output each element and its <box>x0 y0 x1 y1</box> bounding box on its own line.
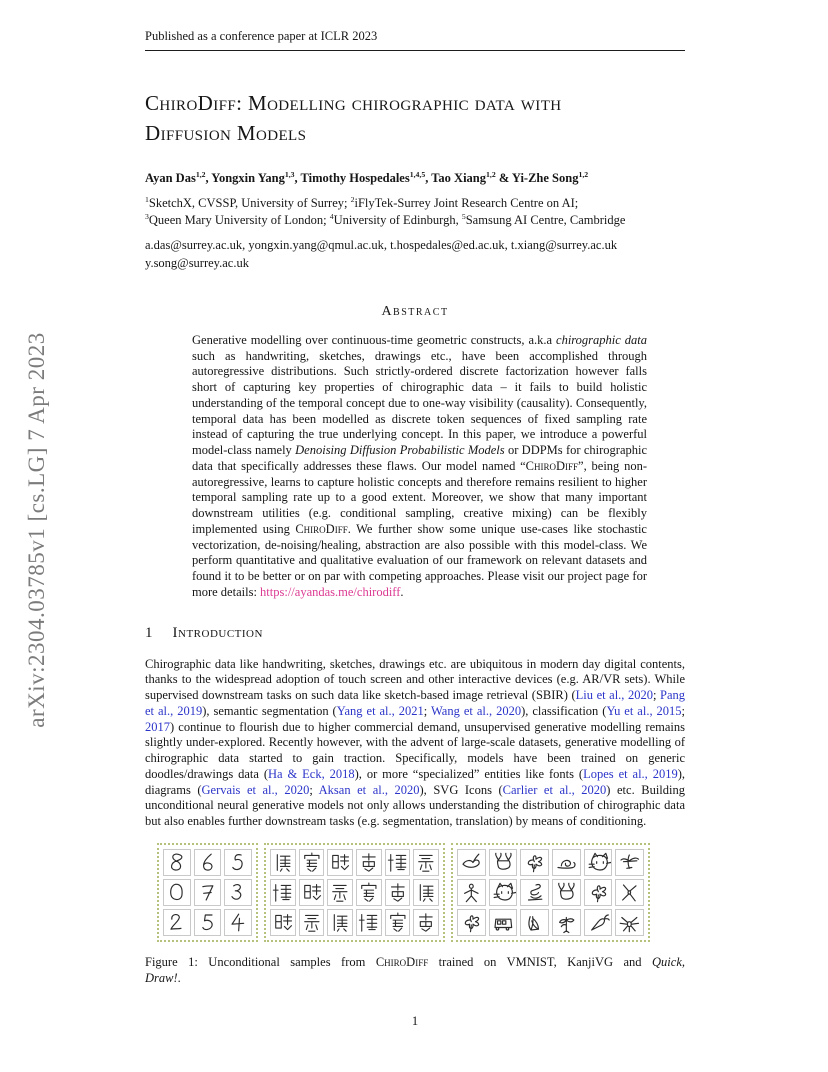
doodle-flower-icon <box>458 910 485 935</box>
text-segment: ), diagrams ( <box>145 766 686 797</box>
affiliation-line-1 <box>145 195 685 212</box>
text-segment: chirographic data <box>556 332 647 347</box>
sample-digit-0 <box>163 879 191 906</box>
doodle-plant-icon <box>553 910 580 935</box>
sample-bird <box>457 849 486 876</box>
sample-kanji-sample <box>327 909 353 936</box>
sample-dancer <box>615 879 644 906</box>
sample-kanji-sample <box>385 849 411 876</box>
text-segment: 1,2 <box>195 169 206 179</box>
sample-digit-3 <box>224 879 252 906</box>
citation-aksan-2020[interactable]: Aksan et al., 2020 <box>318 782 420 797</box>
doodle-flower-icon <box>521 850 548 875</box>
sample-doodle <box>520 879 549 906</box>
conference-header: Published as a conference paper at ICLR 2023 <box>145 29 378 43</box>
sample-digit-2 <box>163 909 191 936</box>
citation-ha-eck-2018[interactable]: Ha & Eck, 2018 <box>268 766 355 781</box>
sample-spider <box>615 909 644 936</box>
doodle-dragonfly-icon <box>616 850 643 875</box>
sample-carrot <box>584 909 613 936</box>
text-segment: ; <box>309 782 319 797</box>
kanji-4-icon <box>414 910 438 935</box>
digit-6-icon <box>195 850 221 875</box>
text-segment: ChiroDiff <box>525 458 579 473</box>
kanji-5-icon <box>357 910 381 935</box>
text-segment: ), SVG Icons ( <box>419 782 503 797</box>
kanji-1-icon <box>328 910 352 935</box>
text-segment: 1,2 <box>578 169 589 179</box>
author-emails <box>145 237 685 272</box>
kanji-3-icon <box>300 880 324 905</box>
section-title: Introduction <box>172 624 263 641</box>
sample-kanji-sample <box>270 879 296 906</box>
sample-digit-8 <box>163 849 191 876</box>
text-segment: Denoising Diffusion Probabilistic Models <box>295 443 505 458</box>
doodle-bird-icon <box>458 850 485 875</box>
citation-lopes-2019[interactable]: Lopes et al., 2019 <box>583 766 678 781</box>
kanji-5-icon <box>386 850 410 875</box>
affiliation-line-2 <box>145 212 685 229</box>
citation-wang-2020[interactable]: Wang et al., 2020 <box>431 703 522 718</box>
figure-panel-quick-draw <box>451 843 650 942</box>
sample-cat-face <box>584 849 613 876</box>
text-segment: Generative modelling over continuous-time geometric constructs, a.k.a <box>192 332 557 347</box>
text-segment: . <box>400 584 404 599</box>
digit-0-icon <box>164 880 190 905</box>
text-segment: Figure 1: Unconditional samples from <box>145 954 376 969</box>
sample-kanji-sample <box>270 849 296 876</box>
sample-kanji-sample <box>385 909 411 936</box>
kanji-4-icon <box>386 880 410 905</box>
digit-3-icon <box>225 880 251 905</box>
doodle-flower-icon <box>585 880 612 905</box>
paper-title <box>145 89 685 149</box>
doodle-cat-icon <box>585 850 612 875</box>
doodle-stick-figure-icon <box>458 880 485 905</box>
doodle-squiggle-icon <box>521 880 548 905</box>
text-segment: ChiroDiff <box>375 954 429 969</box>
text-segment: or DDPMs for chirographic data that specifically addresses these flaws. Our model named “ <box>192 443 648 473</box>
sample-kanji-sample <box>270 909 296 936</box>
introduction-paragraph <box>145 657 685 830</box>
sample-kanji-sample <box>327 849 353 876</box>
citation-carlier-2020[interactable]: Carlier et al., 2020 <box>502 782 607 797</box>
figure-1-caption <box>145 954 685 987</box>
text-segment: . <box>177 971 181 986</box>
text-segment: , Timothy Hospedales <box>294 170 410 185</box>
arxiv-stamp: arXiv:2304.03785v1 [cs.LG] 7 Apr 2023 <box>24 332 49 728</box>
sample-digit-7 <box>194 879 222 906</box>
figure-panel-kanjivg <box>264 843 445 942</box>
sample-kanji-sample <box>299 909 325 936</box>
sample-flower <box>584 879 613 906</box>
abstract-heading: Abstract <box>381 303 449 319</box>
text-segment: ), classification ( <box>521 703 607 718</box>
doodle-deer-icon <box>490 850 517 875</box>
text-segment: ; <box>681 703 686 718</box>
citation-yang-2021[interactable]: Yang et al., 2021 <box>336 703 424 718</box>
text-segment: Chirographic data like handwriting, sketches, drawings etc. are ubiquitous in modern day digital contents, thanks to the widespread adoption of touch screen and other interactive devices (e.g. AR/VR sets). While supervised downstream tasks on such data like sketch-based image retrieval (SBIR) ( <box>145 656 685 703</box>
paper-content-column <box>145 0 686 1028</box>
sample-crab <box>552 879 581 906</box>
sample-kanji-sample <box>385 879 411 906</box>
sample-dragonfly <box>615 849 644 876</box>
digit-5b-icon <box>195 910 221 935</box>
text-segment: 4 <box>329 211 334 221</box>
text-segment: ”, being non-autoregressive, learns to capture holistic concepts and therefore remains resilient to higher temporal sampling rate up to a good extent. Moreover, we show that many important downstream utilities (e.g. conditional sampling, creative mixing) can be flexibly implemented using <box>192 458 647 536</box>
doodle-dancer-icon <box>616 880 643 905</box>
project-page-link[interactable]: https://ayandas.me/chirodiff <box>260 584 401 599</box>
sample-bird-wing <box>520 909 549 936</box>
sample-kanji-sample <box>356 879 382 906</box>
page-number: 1 <box>411 1014 419 1028</box>
digit-2-icon <box>164 910 190 935</box>
sample-kanji-sample <box>413 909 439 936</box>
sample-kanji-sample <box>327 879 353 906</box>
citation-yu-2015[interactable]: Yu et al., 2015 <box>606 703 682 718</box>
text-segment: ), semantic segmentation ( <box>202 703 337 718</box>
text-segment: Samsung AI Centre, Cambridge <box>465 212 626 227</box>
text-segment: , Yongxin Yang <box>205 170 285 185</box>
digit-8-icon <box>164 850 190 875</box>
citation-gervais-2020[interactable]: Gervais et al., 2020 <box>201 782 310 797</box>
kanji-1-icon <box>414 880 438 905</box>
kanji-4-icon <box>357 850 381 875</box>
doodle-snail-icon <box>553 850 580 875</box>
text-segment: 1,2 <box>486 169 496 179</box>
section-number: 1 <box>145 624 153 641</box>
doodle-bus-icon <box>490 910 517 935</box>
figure-1-caption-line-2 <box>145 970 685 986</box>
text-segment: , Tao Xiang <box>425 170 486 185</box>
kanji-3-icon <box>271 910 295 935</box>
text-segment: ; <box>652 688 661 703</box>
doodle-deer-icon <box>553 880 580 905</box>
header-rule <box>145 50 685 51</box>
sample-plant <box>552 909 581 936</box>
kanji-5-icon <box>271 880 295 905</box>
kanji-1-icon <box>271 850 295 875</box>
sample-kanji-sample <box>356 909 382 936</box>
sample-kanji-sample <box>413 849 439 876</box>
citation-liu-2020[interactable]: Liu et al., 2020 <box>575 688 653 703</box>
figure-panel-vmnist <box>157 843 258 942</box>
doodle-spider-icon <box>616 910 643 935</box>
text-segment: 5 <box>461 211 466 221</box>
abstract-body <box>192 333 647 601</box>
text-segment: iFlyTek-Surrey Joint Research Centre on AI; <box>354 195 579 210</box>
kanji-3-icon <box>328 850 352 875</box>
kanji-2-icon <box>300 850 324 875</box>
digit-4-icon <box>225 910 251 935</box>
text-segment: & Yi-Zhe Song <box>495 170 579 185</box>
kanji-2-icon <box>357 880 381 905</box>
sample-digit-4 <box>224 909 252 936</box>
kanji-6-icon <box>328 880 352 905</box>
text-segment: trained on VMNIST, KanjiVG and <box>428 954 653 969</box>
kanji-6-icon <box>300 910 324 935</box>
sample-digit-5 <box>224 849 252 876</box>
text-segment: 1 <box>145 194 149 204</box>
digit-5-icon <box>225 850 251 875</box>
kanji-2-icon <box>386 910 410 935</box>
text-segment: ) continue to flourish due to higher commercial demand, unsupervised generative modelling remains slightly under-explored. Recently however, with the advent of large-scale datasets, generative modelling of chirographic data started to gain traction. Specifically, models have been trained on generic doodles/drawings data ( <box>145 719 685 781</box>
doodle-wing-icon <box>521 910 548 935</box>
sample-kanji-sample <box>299 849 325 876</box>
email-line-2: y.song@surrey.ac.uk <box>145 255 249 270</box>
sample-kanji-sample <box>413 879 439 906</box>
text-segment: 1,4,5 <box>409 169 426 179</box>
doodle-cat-icon <box>490 880 517 905</box>
citation-pang-2019[interactable]: Pang et al., 2019 <box>145 688 686 718</box>
sample-cat-face <box>489 879 518 906</box>
text-segment: ; <box>423 703 431 718</box>
section-1-heading <box>145 625 685 642</box>
digit-7-icon <box>195 880 221 905</box>
sample-flower <box>520 849 549 876</box>
sample-deer <box>489 849 518 876</box>
text-segment: Ayan Das <box>145 170 196 185</box>
text-segment: ChiroDiff <box>295 521 348 536</box>
paper-title-line-2: Diffusion Models <box>145 120 307 145</box>
email-line-1: a.das@surrey.ac.uk, yongxin.yang@qmul.ac.uk, t.hospedales@ed.ac.uk, t.xiang@surrey.ac.uk <box>145 238 618 253</box>
sample-bus <box>489 909 518 936</box>
text-segment: such as handwriting, sketches, drawings etc., have been accomplished through autoregressive distributions. Such strictly-ordered discrete factorization however falls short of capturing key properties of chirographic data – it fails to build holistic understanding of the temporal concept due to one-way visibility (causality). Consequently, temporal data has been modelled as discrete token sequences of fixed sampling rate instead of capturing the true underlying concept. In this paper, we introduce a powerful model-class namely <box>192 348 647 458</box>
sample-kanji-sample <box>356 849 382 876</box>
sample-kanji-sample <box>299 879 325 906</box>
sample-digit-6 <box>194 849 222 876</box>
figure-1 <box>145 843 685 942</box>
text-segment: Queen Mary University of London; <box>148 212 330 227</box>
figure-1-caption-line-1 <box>145 954 685 970</box>
sample-flower <box>457 909 486 936</box>
paper-title-line-1: ChiroDiff: Modelling chirographic data with <box>145 91 562 115</box>
doodle-carrot-icon <box>585 910 612 935</box>
sample-digit-5 <box>194 909 222 936</box>
citation-yu-2017[interactable]: 2017 <box>145 719 170 734</box>
text-segment: 2 <box>350 194 355 204</box>
sample-stick-figure <box>457 879 486 906</box>
text-segment: Draw! <box>145 971 178 986</box>
text-segment: . We further show some unique use-cases like stochastic vectorization, de-noising/healing, abstraction are also possible with this model-class. We perform quantitative and qualitative evaluation of our framework on relevant datasets and found it to be better or on par with competing approaches. Please visit our project page for more details: <box>192 521 647 599</box>
text-segment: University of Edinburgh, <box>333 212 462 227</box>
text-segment: ) etc. Building unconditional neural generative models not only allows understanding the distribution of chirographic data but also enables further downstream tasks (e.g. segmentation, translation) by means of conditioning. <box>145 782 685 829</box>
text-segment: 1,3 <box>284 169 295 179</box>
authors-line <box>145 171 685 186</box>
text-segment: Quick, <box>652 954 686 969</box>
text-segment: 3 <box>145 211 149 221</box>
kanji-6-icon <box>414 850 438 875</box>
text-segment: SketchX, CVSSP, University of Surrey; <box>148 195 351 210</box>
text-segment: ), or more “specialized” entities like fonts ( <box>354 766 584 781</box>
sample-snail <box>552 849 581 876</box>
